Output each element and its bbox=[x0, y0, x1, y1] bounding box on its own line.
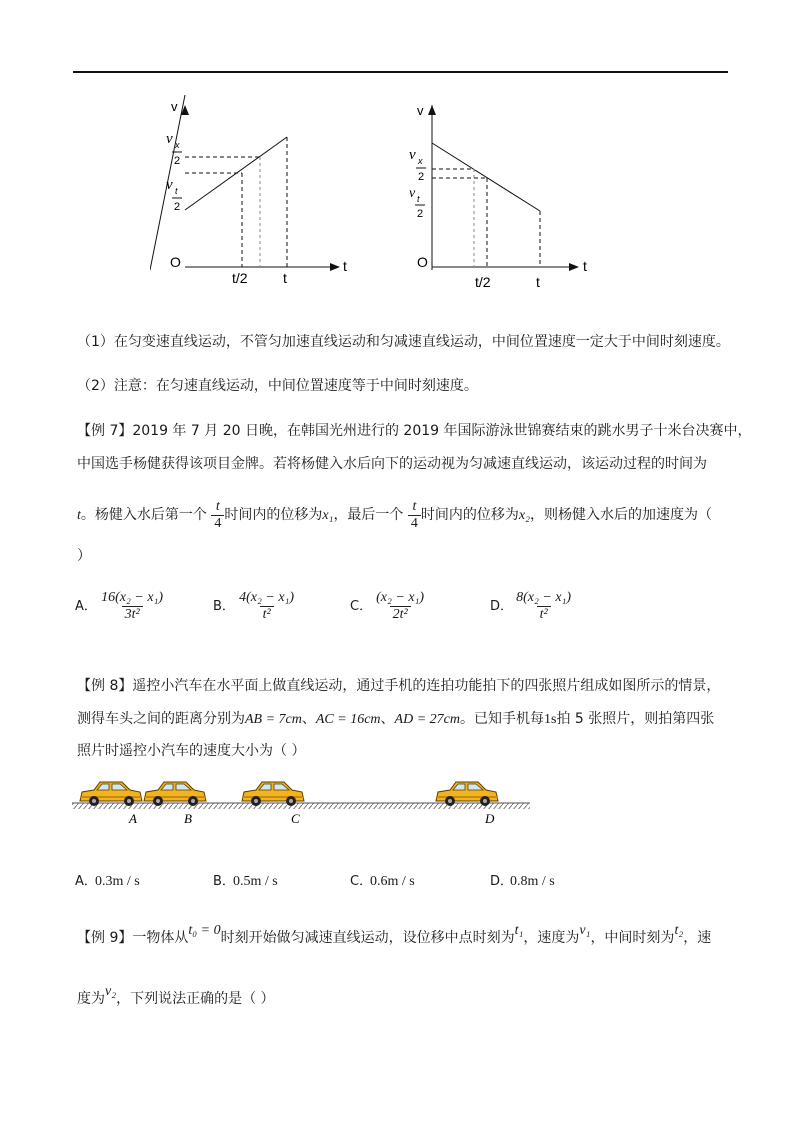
option-letter: C． bbox=[350, 599, 373, 614]
option-letter: B． bbox=[213, 874, 235, 889]
ex7-option-b[interactable] bbox=[213, 590, 296, 623]
frac-num: 8(x₂ − x₁) bbox=[516, 590, 572, 605]
option-fraction bbox=[514, 590, 573, 623]
ex7-line-2: 中国选手杨健获得该项目金牌。若将杨健入水后向下的运动视为匀减速直线运动，该运动过程的时间为 bbox=[77, 456, 707, 472]
ex7-option-a[interactable] bbox=[75, 590, 165, 623]
option-letter: C． bbox=[350, 874, 373, 889]
ex8-option-d[interactable] bbox=[490, 870, 555, 890]
frac-num: 4(x₂ − x₁) bbox=[239, 590, 295, 605]
ex7-text-e: ，则杨健入水后的加速度为（ bbox=[529, 507, 712, 523]
frac-den: t² bbox=[260, 606, 274, 623]
frac-num: t bbox=[412, 498, 417, 514]
frac-den: t² bbox=[537, 606, 551, 623]
ex8-text-c: 拍 5 张照片，则拍第四张 bbox=[556, 711, 715, 727]
point-b: B bbox=[184, 811, 192, 826]
ex9-text-c: ，速度为 bbox=[523, 930, 580, 946]
fraction-t-over-4 bbox=[211, 499, 224, 532]
var-x1: x₁ bbox=[322, 508, 334, 523]
point-c: C bbox=[291, 811, 300, 826]
v-axis-label: v bbox=[171, 99, 178, 114]
frac-den: 4 bbox=[211, 515, 224, 532]
vt-sub: t bbox=[417, 194, 420, 204]
vt-den: 2 bbox=[417, 208, 424, 220]
ex8-option-c[interactable] bbox=[350, 870, 415, 890]
ex7-text-b: 时间内的位移为 bbox=[224, 507, 323, 523]
option-value: 0.3m / s bbox=[95, 874, 140, 889]
vt-graph-decelerating bbox=[395, 95, 605, 295]
var-x2: x₂ bbox=[518, 508, 530, 523]
t-axis-label: t bbox=[343, 258, 347, 274]
ex9-text-g: ，下列说法正确的是（ ） bbox=[116, 991, 275, 1007]
end-time-label: t bbox=[536, 274, 540, 290]
t-axis-arrow bbox=[330, 263, 340, 271]
vx-label: v bbox=[409, 147, 416, 163]
ex8-option-a[interactable] bbox=[75, 870, 140, 890]
vt-label: v bbox=[409, 186, 416, 201]
ex9-text-d: ，中间时刻为 bbox=[590, 930, 675, 946]
distance-ad: AD = 27cm bbox=[394, 712, 460, 727]
option-letter: A． bbox=[75, 599, 97, 614]
option-letter: D． bbox=[490, 874, 514, 889]
origin-label: O bbox=[417, 254, 428, 270]
ex8-text-a: 测得车头之间的距离分别为 bbox=[77, 711, 245, 727]
ex9-text-e: ，速 bbox=[683, 930, 712, 946]
vx-den: 2 bbox=[418, 171, 425, 183]
car-d bbox=[436, 782, 498, 806]
note-1: （1）在匀变速直线运动，不管匀加速直线运动和匀减速直线运动，中间位置速度一定大于中间时刻速度。 bbox=[77, 334, 730, 350]
var-v2: v₂ bbox=[105, 984, 117, 999]
car-b bbox=[144, 782, 206, 806]
velocity-line bbox=[432, 143, 540, 211]
ex7-line-1: 【例 7】2019 年 7 月 20 日晚，在韩国光州进行的 2019 年国际游泳世锦赛结束的跳水男子十米台决赛中， bbox=[77, 423, 752, 439]
ex9-text-a: 【例 9】一物体从 bbox=[77, 930, 189, 946]
var-t2: t₂ bbox=[674, 923, 684, 938]
option-letter: B． bbox=[213, 599, 235, 614]
option-letter: D． bbox=[490, 599, 514, 614]
ex8-line-1: 【例 8】遥控小汽车在水平面上做直线运动，通过手机的连拍功能拍下的四张照片组成如图所示的情景， bbox=[77, 678, 721, 694]
frac-den: 3t² bbox=[122, 606, 143, 623]
ex8-line-2 bbox=[77, 709, 714, 730]
ex8-line-3: 照片时遥控小汽车的速度大小为（ ） bbox=[77, 743, 306, 759]
frac-num: (x₂ − x₁) bbox=[376, 590, 425, 605]
vt-den: 2 bbox=[174, 201, 181, 213]
v-axis-arrow bbox=[428, 105, 436, 115]
vx-sub: x bbox=[418, 156, 423, 166]
ex8-option-b[interactable] bbox=[213, 870, 278, 890]
option-value: 0.8m / s bbox=[510, 874, 555, 889]
car-a bbox=[80, 782, 142, 806]
ex7-option-d[interactable] bbox=[490, 590, 573, 623]
ex9-line-2 bbox=[77, 984, 275, 1010]
vt-graph-accelerating bbox=[150, 95, 360, 290]
option-value: 0.5m / s bbox=[233, 874, 278, 889]
ex7-text-d: 时间内的位移为 bbox=[420, 507, 519, 523]
car-c bbox=[242, 782, 304, 806]
frac-num: 16(x₂ − x₁) bbox=[101, 590, 164, 605]
frac-den: 2t² bbox=[390, 606, 411, 623]
var-t0: t₀ = 0 bbox=[188, 923, 221, 938]
ex9-text-f: 度为 bbox=[77, 991, 105, 1007]
ground-hatch bbox=[72, 803, 530, 809]
cars-figure bbox=[72, 775, 532, 827]
var-t1: t₁ bbox=[514, 923, 524, 938]
half-time-label: t/2 bbox=[232, 270, 248, 286]
t-axis-label: t bbox=[583, 258, 587, 274]
t-axis-arrow bbox=[569, 263, 579, 271]
ex7-line-4: ） bbox=[77, 548, 91, 564]
ex9-line-1 bbox=[77, 923, 712, 949]
ex7-option-c[interactable] bbox=[350, 590, 426, 623]
vx-den: 2 bbox=[174, 155, 181, 167]
ex7-line-3 bbox=[77, 497, 712, 534]
origin-label: O bbox=[170, 254, 181, 270]
option-fraction bbox=[99, 590, 165, 623]
ex8-text-b: 。已知手机每 bbox=[459, 711, 544, 727]
one-second: 1s bbox=[543, 712, 557, 727]
fraction-t-over-4 bbox=[408, 499, 421, 532]
option-value: 0.6m / s bbox=[370, 874, 415, 889]
vx-label: v bbox=[166, 131, 173, 147]
var-t: t bbox=[77, 508, 81, 523]
frac-den: 4 bbox=[408, 515, 421, 532]
option-fraction bbox=[374, 590, 426, 623]
half-time-label: t/2 bbox=[475, 274, 491, 290]
note-2: （2）注意：在匀速直线运动，中间位置速度等于中间时刻速度。 bbox=[77, 378, 478, 394]
distance-ab: AB = 7cm bbox=[245, 712, 302, 727]
option-fraction bbox=[237, 590, 296, 623]
vt-label: v bbox=[166, 177, 173, 193]
frac-num: t bbox=[215, 498, 220, 514]
var-v1: v₁ bbox=[579, 923, 591, 938]
ex9-text-b: 时刻开始做匀减速直线运动，设位移中点时刻为 bbox=[220, 930, 515, 946]
distance-ac: AC = 16cm bbox=[315, 712, 381, 727]
ex7-text-a: 。杨健入水后第一个 bbox=[80, 507, 207, 523]
point-d: D bbox=[485, 811, 495, 826]
point-a: A bbox=[129, 811, 137, 826]
end-time-label: t bbox=[283, 270, 287, 286]
ex7-text-c: ，最后一个 bbox=[333, 507, 404, 523]
option-letter: A． bbox=[75, 874, 97, 889]
header-rule bbox=[73, 71, 728, 73]
vt-sub: t bbox=[175, 186, 178, 196]
v-axis-label: v bbox=[417, 103, 424, 118]
sep: 、 bbox=[380, 711, 395, 727]
sep: 、 bbox=[301, 711, 316, 727]
vx-sub: x bbox=[175, 140, 180, 150]
